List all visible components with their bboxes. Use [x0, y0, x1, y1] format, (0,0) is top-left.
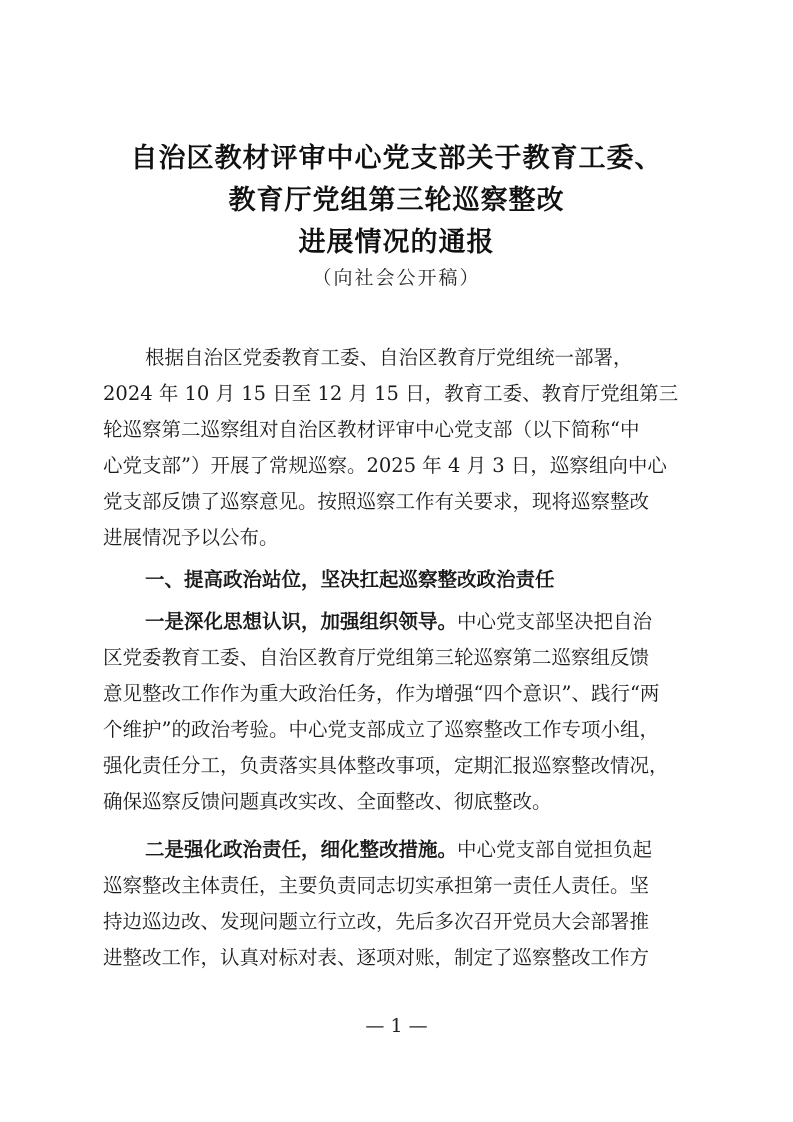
document-title-line-3: 进展情况的通报	[298, 227, 495, 258]
paragraph-line: 轮巡察第二巡察组对自治区教材评审中心党支部（以下简称“中	[103, 418, 640, 441]
document-subtitle: （向社会公开稿）	[312, 267, 481, 289]
paragraph-line: 进整改工作，认真对标对表、逐项对账，制定了巡察整改工作方	[103, 946, 650, 969]
document-title-line-2: 教育厅党组第三轮巡察整改	[228, 185, 565, 216]
paragraph-line: 心党支部”）开展了常规巡察。2025 年 4 月 3 日，巡察组向中心	[103, 454, 667, 477]
item-first-line	[145, 607, 652, 637]
paragraph-line: 根据自治区党委教育工委、自治区教育厅党组统一部署，	[145, 346, 633, 369]
paragraph-line: 进展情况予以公布。	[103, 526, 279, 549]
paragraph-line: 意见整改工作作为重大政治任务，作为增强“四个意识”、践行“两	[103, 682, 660, 705]
item-lead: 一是深化思想认识，加强组织领导。	[145, 610, 458, 633]
paragraph-line: 巡察整改主体责任，主要负责同志切实承担第一责任人责任。坚	[103, 874, 650, 897]
paragraph-line: 强化责任分工，负责落实具体整改事项，定期汇报巡察整改情况，	[103, 754, 669, 777]
page-number: — 1 —	[365, 1015, 428, 1037]
paragraph-line: 确保巡察反馈问题真改实改、全面整改、彻底整改。	[103, 790, 552, 813]
item-first-line	[145, 835, 652, 865]
paragraph-line: 区党委教育工委、自治区教育厅党组第三轮巡察第二巡察组反馈	[103, 646, 650, 669]
paragraph-line: 2024 年 10 月 15 日至 12 月 15 日，教育工委、教育厅党组第三	[103, 382, 679, 405]
section-heading: 一、提高政治站位，坚决扛起巡察整改政治责任	[145, 568, 555, 591]
paragraph-line: 持边巡边改、发现问题立行立改，先后多次召开党员大会部署推	[103, 910, 650, 933]
paragraph-line: 个维护”的政治考验。中心党支部成立了巡察整改工作专项小组，	[103, 718, 659, 741]
item-first-line-text: 中心党支部自觉担负起	[457, 838, 653, 861]
item-lead: 二是强化政治责任，细化整改措施。	[145, 838, 458, 861]
paragraph-line: 党支部反馈了巡察意见。按照巡察工作有关要求，现将巡察整改	[103, 490, 650, 513]
document-title-line-1: 自治区教材评审中心党支部关于教育工委、	[130, 143, 663, 174]
item-first-line-text: 中心党支部坚决把自治	[457, 610, 653, 633]
